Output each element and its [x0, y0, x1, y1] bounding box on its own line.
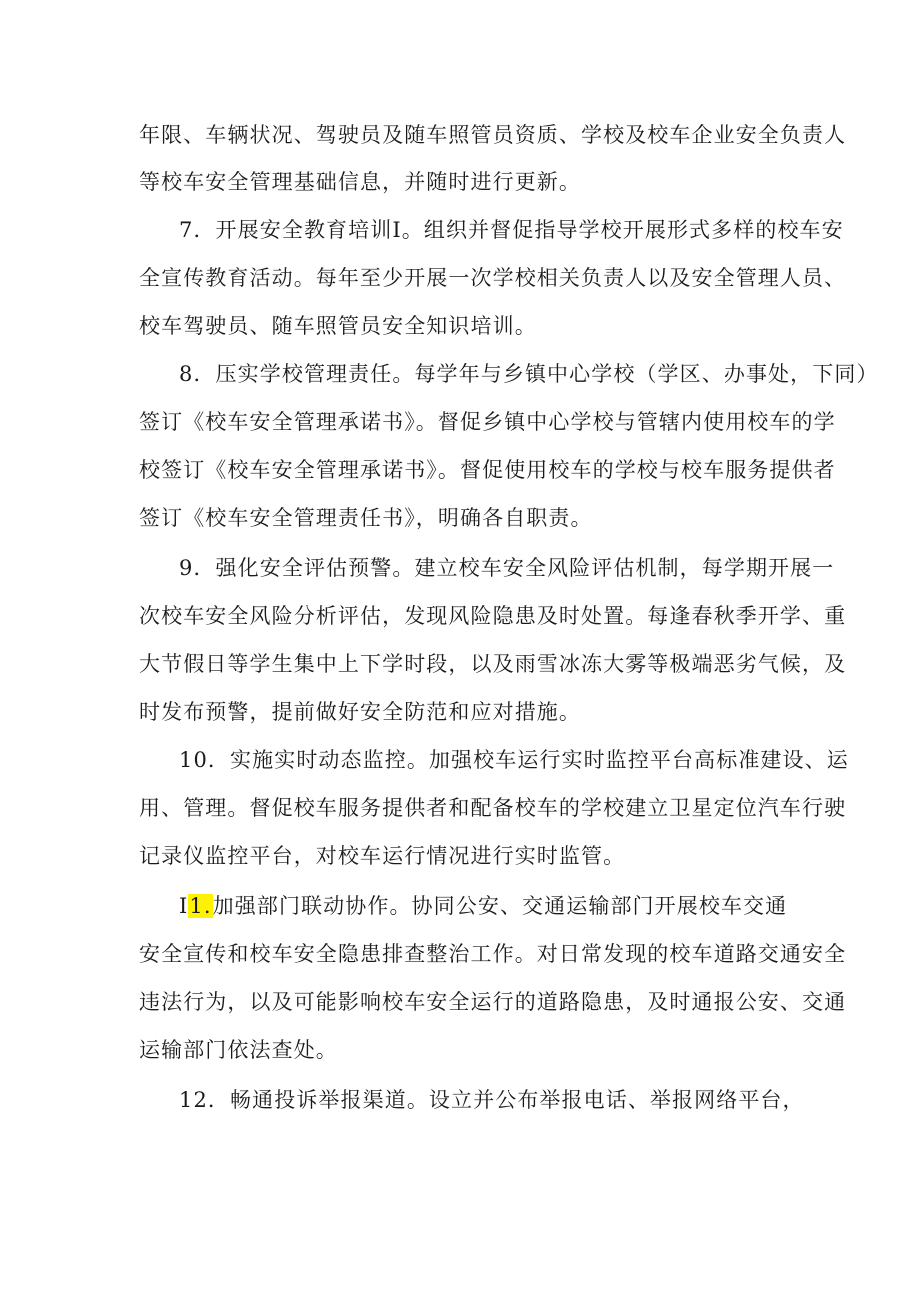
paragraph-8-first-line: 8．压实学校管理责任。每学年与乡镇中心学校（学区、办事处，下同） — [179, 362, 879, 386]
item-11-prefix: I — [179, 894, 189, 918]
text-line: 时发布预警，提前做好安全防范和应对措施。 — [139, 700, 581, 724]
text-line: 签订《校车安全管理责任书》，明确各自职责。 — [139, 506, 593, 530]
text-line: 校车驾驶员、随车照管员安全知识培训。 — [139, 314, 537, 338]
text-line: 年限、车辆状况、驾驶员及随车照管员资质、学校及校车企业安全负责人 — [139, 123, 847, 147]
text-line: 记录仪监控平台，对校车运行情况进行实时监管。 — [139, 844, 626, 868]
text-line: 校签订《校车安全管理承诺书》。督促使用校车的学校与校车服务提供者 — [139, 458, 836, 482]
text-line: 违法行为，以及可能影响校车安全运行的道路隐患，及时通报公安、交通 — [139, 990, 847, 1014]
text-line: 等校车安全管理基础信息，并随时进行更新。 — [139, 170, 581, 194]
text-line: 用、管理。督促校车服务提供者和配备校车的学校建立卫星定位汽车行驶 — [139, 796, 847, 820]
text-line: 次校车安全风险分析评估，发现风险隐患及时处置。每逢春秋季开学、重 — [139, 604, 847, 628]
highlighted-text: 1. — [189, 894, 212, 918]
item-11-text: 加强部门联动协作。协同公安、交通运输部门开展校车交通 — [212, 894, 788, 918]
paragraph-7-first-line: 7．开展安全教育培训I。组织并督促指导学校开展形式多样的校车安 — [179, 218, 844, 242]
text-line: 签订《校车安全管理承诺书》。督促乡镇中心学校与管辖内使用校车的学 — [139, 410, 836, 434]
paragraph-12-first-line: 12．畅通投诉举报渠道。设立并公布举报电话、举报网络平台， — [179, 1088, 805, 1112]
text-line: 运输部门依法查处。 — [139, 1038, 338, 1062]
paragraph-9-first-line: 9．强化安全评估预警。建立校车安全风险评估机制，每学期开展一 — [179, 556, 835, 580]
text-line: 大节假日等学生集中上下学时段，以及雨雪冰冻大雾等极端恶劣气候，及 — [139, 652, 847, 676]
text-line: 全宣传教育活动。每年至少开展一次学校相关负责人以及安全管理人员、 — [139, 266, 847, 290]
paragraph-11-first-line — [179, 891, 787, 921]
paragraph-10-first-line: 10．实施实时动态监控。加强校车运行实时监控平台高标准建设、运 — [179, 748, 849, 772]
text-line: 安全宣传和校车安全隐患排查整治工作。对日常发现的校车道路交通安全 — [139, 942, 847, 966]
